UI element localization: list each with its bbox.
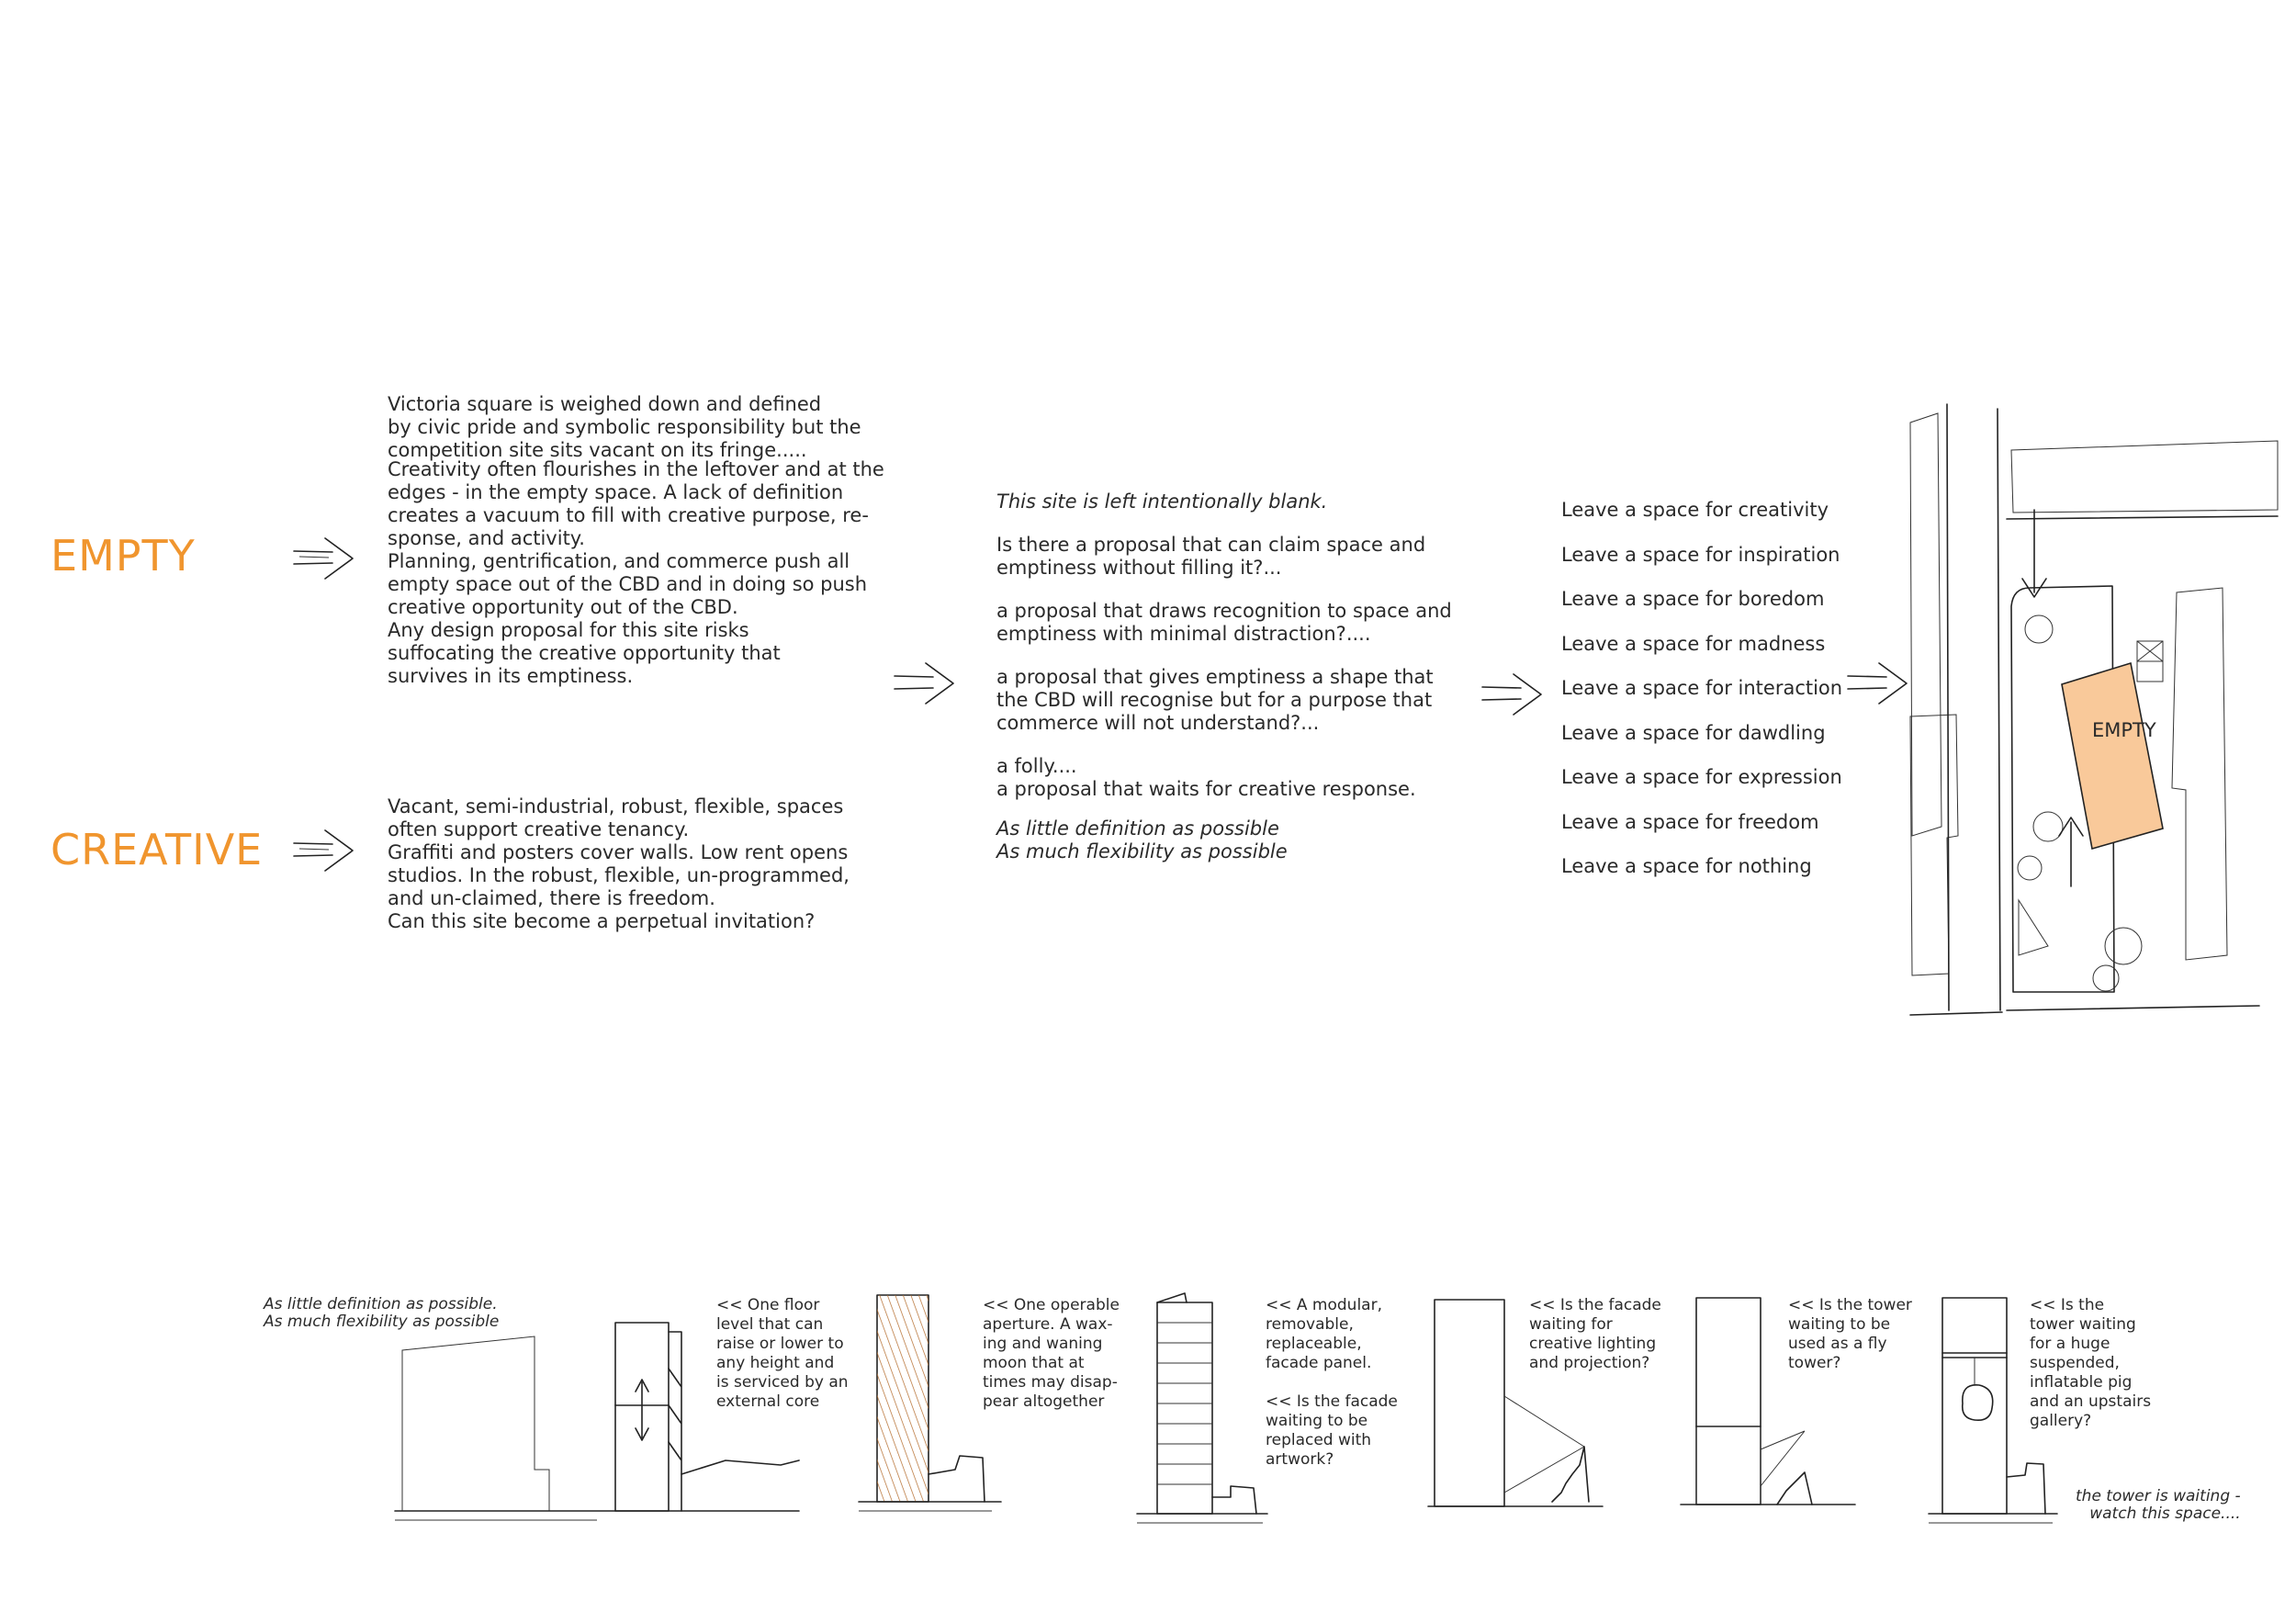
empty-text-block xyxy=(388,393,902,688)
arrow-icon xyxy=(292,827,356,874)
bottom-intro: As little definition as possible. As much flexibility as possible xyxy=(264,1295,500,1331)
arrow-icon xyxy=(893,659,957,707)
creative-paragraph: Can this site become a perpetual invitation? xyxy=(388,910,816,932)
middle-text-block xyxy=(996,490,1511,863)
creative-paragraph: Graffiti and posters cover walls. Low rent opens studios. In the robust, flexible, un-programmed, and un-claimed, there is freedom. xyxy=(388,841,850,909)
site-map-sketch xyxy=(1910,404,2278,1020)
empty-paragraph: Any design proposal for this site risks suffocating the creative opportunity that survives in its emptiness. xyxy=(388,619,781,687)
list-item: Leave a space for interaction xyxy=(1561,677,1843,699)
section-caption: << One operable aperture. A wax- ing and waning moon that at times may disap- pear altogether xyxy=(983,1296,1120,1411)
list-item: Leave a space for freedom xyxy=(1561,810,1819,833)
creative-text-block xyxy=(388,795,902,933)
empty-heading: EMPTY xyxy=(51,531,196,580)
creative-heading: CREATIVE xyxy=(51,825,264,874)
list-item: Leave a space for nothing xyxy=(1561,855,1812,877)
arrow-icon xyxy=(292,535,356,582)
list-item: Leave a space for creativity xyxy=(1561,499,1829,521)
empty-paragraph: Creativity often flourishes in the leftover and at the edges - in the empty space. A lack of definition creates a vacuum to fill with creative purpose, re- sponse, and activity. xyxy=(388,458,884,549)
section-caption: << A modular, removable, replaceable, facade panel. << Is the facade waiting to be replaced with artwork? xyxy=(1266,1296,1398,1469)
section-sketch-3 xyxy=(1130,1286,1277,1543)
list-item: Leave a space for inspiration xyxy=(1561,543,1840,566)
bottom-closing: the tower is waiting - watch this space.... xyxy=(2076,1487,2241,1523)
middle-intro: This site is left intentionally blank. xyxy=(996,490,1328,513)
map-building-label: EMPTY xyxy=(2092,719,2156,741)
middle-paragraph: a proposal that gives emptiness a shape that the CBD will recognise but for a purpose that commerce will not understand?... xyxy=(996,666,1434,734)
section-caption: << Is the tower waiting to be used as a fly tower? xyxy=(1788,1296,1912,1372)
list-item: Leave a space for dawdling xyxy=(1561,721,1826,744)
section-caption: << Is the facade waiting for creative lighting and projection? xyxy=(1529,1296,1661,1372)
section-caption: << Is the tower waiting for a huge suspended, inflatable pig and an upstairs gallery? xyxy=(2030,1296,2152,1430)
list-item: Leave a space for madness xyxy=(1561,632,1826,655)
arrow-icon xyxy=(1846,659,1910,707)
creative-paragraph: Vacant, semi-industrial, robust, flexible, spaces often support creative tenancy. xyxy=(388,795,844,840)
middle-paragraph: a folly.... a proposal that waits for creative response. xyxy=(996,755,1416,800)
arrow-icon xyxy=(1480,671,1545,718)
section-caption: << One floor level that can raise or lower to any height and is serviced by an external core xyxy=(716,1296,849,1411)
list-item: Leave a space for expression xyxy=(1561,766,1842,788)
middle-closing: As little definition as possible As much flexibility as possible xyxy=(996,817,1288,862)
middle-paragraph: Is there a proposal that can claim space and emptiness without filling it?... xyxy=(996,534,1426,579)
leave-space-list xyxy=(1561,498,1842,899)
section-sketch-2 xyxy=(854,1291,1001,1538)
empty-paragraph: Planning, gentrification, and commerce push all empty space out of the CBD and in doing so push creative opportunity out of the CBD. xyxy=(388,550,868,618)
empty-paragraph: Victoria square is weighed down and defined by civic pride and symbolic responsibility but the competition site sits vacant on its fringe..... xyxy=(388,393,861,461)
middle-paragraph: a proposal that draws recognition to space and emptiness with minimal distraction?.... xyxy=(996,600,1452,645)
list-item: Leave a space for boredom xyxy=(1561,588,1825,610)
